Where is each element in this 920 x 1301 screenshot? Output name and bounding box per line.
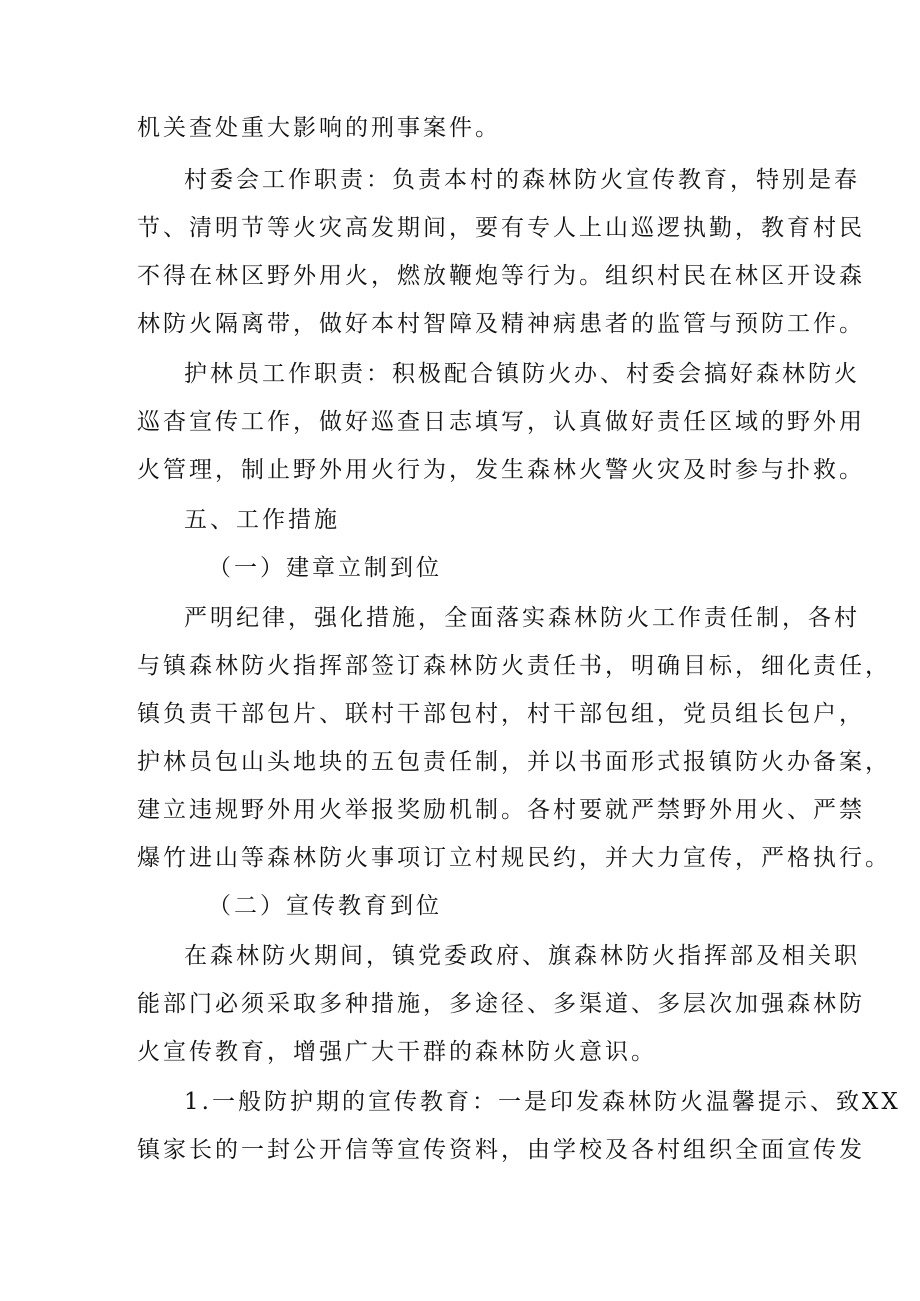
paragraph-line: 镇家长的一封公开信等宣传资料，由学校及各村组织全面宣传发 [137, 1137, 865, 1163]
paragraph-line: 镇负责干部包片、联村干部包村，村干部包组，党员组长包户， [137, 701, 865, 727]
paragraph-line: 与镇森林防火指挥部签订森林防火责任书，明确目标，细化责任， [137, 653, 891, 679]
paragraph-line: 节、清明节等火灾高发期间，要有专人上山巡逻执勤，教育村民 [137, 215, 865, 241]
paragraph-line: 林防火隔离带，做好本村智障及精神病患者的监管与预防工作。 [137, 311, 865, 337]
paragraph-line: 建立违规野外用火举报奖励机制。各村要就严禁野外用火、严禁 [137, 797, 865, 823]
paragraph-line: 护林员包山头地块的五包责任制，并以书面形式报镇防火办备案， [137, 749, 891, 775]
paragraph-line: 不得在林区野外用火，燃放鞭炮等行为。组织村民在林区开设森 [137, 263, 865, 289]
paragraph-line: 护林员工作职责：积极配合镇防火办、村委会搞好森林防火 [184, 361, 860, 387]
paragraph-line: 村委会工作职责：负责本村的森林防火宣传教育，特别是春 [184, 167, 860, 193]
paragraph-line: 火宣传教育，增强广大干群的森林防火意识。 [137, 1039, 657, 1065]
paragraph-line: 1.一般防护期的宣传教育：一是印发森林防火温馨提示、致XX [184, 1089, 901, 1115]
section-heading: 五、工作措施 [184, 507, 340, 533]
paragraph-line: 能部门必须采取多种措施，多途径、多渠道、多层次加强森林防 [137, 991, 865, 1017]
paragraph-line: 火管理，制止野外用火行为，发生森林火警火灾及时参与扑救。 [137, 457, 865, 483]
paragraph-line: 在森林防火期间，镇党委政府、旗森林防火指挥部及相关职 [184, 943, 860, 969]
subsection-heading: （二）宣传教育到位 [208, 893, 442, 919]
paragraph-line: 爆竹进山等森林防火事项订立村规民约，并大力宣传，严格执行。 [137, 845, 891, 871]
paragraph-line: 严明纪律，强化措施，全面落实森林防火工作责任制，各村 [184, 605, 860, 631]
paragraph-line: 巡杳宣传工作，做好巡查日志填写，认真做好责任区域的野外用 [137, 409, 865, 435]
paragraph-line: 机关查处重大影响的刑事案件。 [137, 115, 501, 141]
subsection-heading: （一）建章立制到位 [208, 555, 442, 581]
